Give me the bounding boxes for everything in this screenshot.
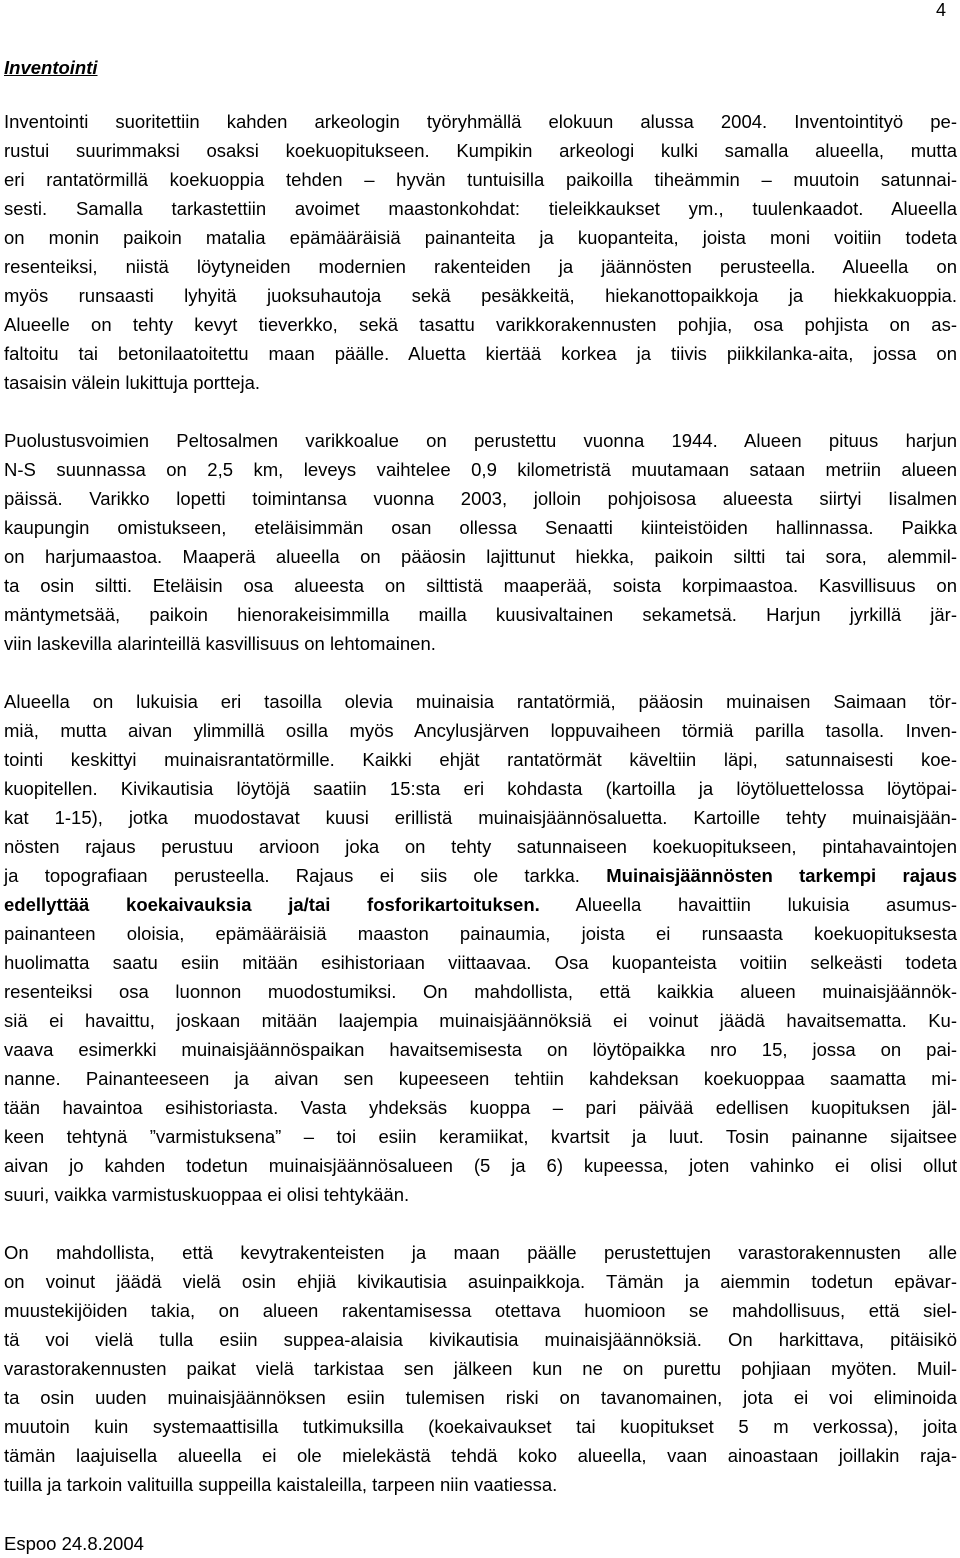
paragraph-area-description bbox=[4, 426, 957, 658]
text-line: vaava esimerkki muinaisjäännöspaikan havaitsemisesta on löytöpaikka nro 15, jossa on pai- bbox=[4, 1039, 957, 1060]
text-line: muutoin kuin systemaattisilla tutkimuksilla (koekaivaukset tai kuopitukset 5 m verkossa), joita bbox=[4, 1416, 957, 1437]
paragraph-findings bbox=[4, 687, 957, 1209]
text-line: viin laskevilla alarinteillä kasvillisuus on lehtomainen. bbox=[4, 633, 436, 654]
paragraph-inventory-method bbox=[4, 107, 957, 397]
text-line: siä ei havaittu, joskaan mitään laajempia muinaisjäännöksiä ei voinut jäädä havaitsematta. Ku- bbox=[4, 1010, 957, 1031]
text-line: on voinut jäädä vielä osin ehjiä kivikautisia asuinpaikkoja. Tämän ja aiemmin todetun epävar- bbox=[4, 1271, 957, 1292]
text-line: aivan jo kahden todetun muinaisjäännösalueen (5 ja 6) kupeessa, joten vahinko ei olisi ollut bbox=[4, 1155, 957, 1176]
text-line: On mahdollista, että kevytrakenteisten ja maan päälle perustettujen varastorakennusten alle bbox=[4, 1242, 957, 1263]
text-line: nösten rajaus perustuu arvioon joka on tehty satunnaiseen koekuopitukseen, pintahavaintojen bbox=[4, 836, 957, 857]
document-body bbox=[4, 107, 957, 1499]
text-line: tämän laajuisella alueella ei ole mielekästä tehdä koko alueella, vaan ainoastaan joillakin raja- bbox=[4, 1445, 957, 1466]
paragraph-conclusions bbox=[4, 1238, 957, 1499]
text-line: huolimatta saatu esiin mitään esihistoriaan viittaavaa. Osa kuopanteista voitiin selkeästi todeta bbox=[4, 952, 957, 973]
text-line: muustekijöiden takia, on alueen rakentamisessa otettava huomioon se mahdollisuus, että siel- bbox=[4, 1300, 957, 1321]
text-line: faltoitu tai betonilaatoitettu maan päälle. Aluetta kiertää korkea ja tiivis piikkilanka-aita, jossa on bbox=[4, 343, 957, 364]
text-line: keen tehtynä ”varmistuksena” – toi esiin keramiikat, kvartsit ja luut. Tosin painanne sijaitsee bbox=[4, 1126, 957, 1147]
text-line: ta osin siltti. Eteläisin osa alueesta on silttistä maaperää, soista korpimaastoa. Kasvillisuus on bbox=[4, 575, 957, 596]
bold-emphasis: Muinaisjäännösten tarkempi rajaus bbox=[606, 865, 958, 886]
text-line: myös runsaasti lyhyitä juoksuhautoja sekä pesäkkeitä, hiekanottopaikkoja ja hiekkakuoppia. bbox=[4, 285, 957, 306]
text-line: kuopitellen. Kivikautisia löytöjä saatiin 15:sta eri kohdasta (kartoilla ja löytöluettelossa löytöpai- bbox=[4, 778, 957, 799]
text-line: kaupungin omistukseen, eteläisimmän osan ollessa Senaatti kiinteistöiden hallinnassa. Paikka bbox=[4, 517, 957, 538]
bold-emphasis: edellyttää koekaivauksia ja/tai fosforikartoituksen. bbox=[4, 894, 540, 915]
mixed-line bbox=[4, 890, 957, 919]
text-line: tuilla ja tarkoin valituilla suppeilla kaistaleilla, tarpeen niin vaatiessa. bbox=[4, 1474, 558, 1495]
text-line: suuri, vaikka varmistuskuoppaa ei olisi tehtykään. bbox=[4, 1184, 410, 1205]
text-line: Alueella on lukuisia eri tasoilla olevia muinaisia rantatörmiä, pääosin muinaisen Saimaan tör- bbox=[4, 691, 957, 712]
text-line: tointi keskittyi muinaisrantatörmille. Kaikki ehjät rantatörmät käveltiin läpi, satunnaisesti koe- bbox=[4, 749, 957, 770]
text-line: tä voi vielä tulla esiin suppea-alaisia kivikautisia muinaisjäännöksiä. On harkittava, pitäisikö bbox=[4, 1329, 957, 1350]
text-line: Inventointi suoritettiin kahden arkeologin työryhmällä elokuun alussa 2004. Inventointityö pe- bbox=[4, 111, 957, 132]
text-line: rustui suurimmaksi osaksi koekuopitukseen. Kumpikin arkeologi kulki samalla alueella, mutta bbox=[4, 140, 957, 161]
text-line: ta osin uuden muinaisjäännöksen esiin tulemisen riski on tavanomainen, jota ei voi eliminoida bbox=[4, 1387, 957, 1408]
text-line: on monin paikoin matalia epämääräisiä painanteita ja kuopanteita, joista moni voitiin todeta bbox=[4, 227, 957, 248]
text-line: kat 1-15), jotka muodostavat kuusi erillistä muinaisjäännösaluetta. Kartoille tehty muinaisjään- bbox=[4, 807, 957, 828]
text-line: resenteiksi osa luonnon muodostumiksi. On mahdollista, että kaikkia alueen muinaisjäännök- bbox=[4, 981, 957, 1002]
text-line: tään havaintoa esihistoriasta. Vasta yhdeksäs kuoppa – pari päivää edellisen kuopituksen jäl- bbox=[4, 1097, 957, 1118]
text-line: miä, mutta aivan ylimmillä osilla myös Ancylusjärven loppuvaiheen törmiä parilla tasolla. Inven- bbox=[4, 720, 957, 741]
text-line: painanteen oloisia, epämääräisiä maaston painaumia, joista ei runsaasta koekuopituksesta bbox=[4, 923, 957, 944]
text-line: Alueella havaittiin lukuisia asumus- bbox=[575, 894, 957, 915]
text-line: mäntymetsää, paikoin hienorakeisimmilla mailla kuusivaltainen sekametsä. Harjun jyrkillä jär- bbox=[4, 604, 957, 625]
text-line: nanne. Painanteeseen ja aivan sen kupeeseen tehtiin kahdeksan koekuoppaa saamatta mi- bbox=[4, 1068, 957, 1089]
text-line: N-S suunnassa on 2,5 km, leveys vaihtelee 0,9 kilometristä muutamaan sataan metriin alueen bbox=[4, 459, 957, 480]
text-line: eri rantatörmillä koekuoppia tehden – hyvän tuntuisilla paikoilla tiheämmin – muutoin satunnai- bbox=[4, 169, 957, 190]
text-line: varastorakennusten paikat vielä tarkistaa sen jälkeen kun ne on purettu pohjiaan myöten. Muil- bbox=[4, 1358, 957, 1379]
text-line: sesti. Samalla tarkastettiin avoimet maastonkohdat: tieleikkaukset ym., tuulenkaadot. Alueella bbox=[4, 198, 957, 219]
mixed-line bbox=[4, 861, 957, 890]
text-line: tasaisin välein lukittuja portteja. bbox=[4, 372, 261, 393]
text-line: on harjumaastoa. Maaperä alueella on pääosin lajittunut hiekka, paikoin siltti tai sora, alemmil- bbox=[4, 546, 957, 567]
section-heading: Inventointi bbox=[4, 57, 98, 78]
text-line: Puolustusvoimien Peltosalmen varikkoalue on perustettu vuonna 1944. Alueen pituus harjun bbox=[4, 430, 957, 451]
text-line: päissä. Varikko lopetti toimintansa vuonna 2003, jolloin pohjoisosa alueesta siirtyi Iisalmen bbox=[4, 488, 957, 509]
text-line: Alueelle on tehty kevyt tieverkko, sekä tasattu varikkorakennusten pohjia, osa pohjista on as- bbox=[4, 314, 957, 335]
page-number: 4 bbox=[935, 0, 946, 20]
text-line: ja topografiaan perusteella. Rajaus ei siis ole tarkka. bbox=[4, 865, 580, 886]
footer-date: Espoo 24.8.2004 bbox=[4, 1533, 144, 1554]
text-line: resenteiksi, niistä löytyneiden modernien rakenteiden ja jäännösten perusteella. Alueella on bbox=[4, 256, 957, 277]
